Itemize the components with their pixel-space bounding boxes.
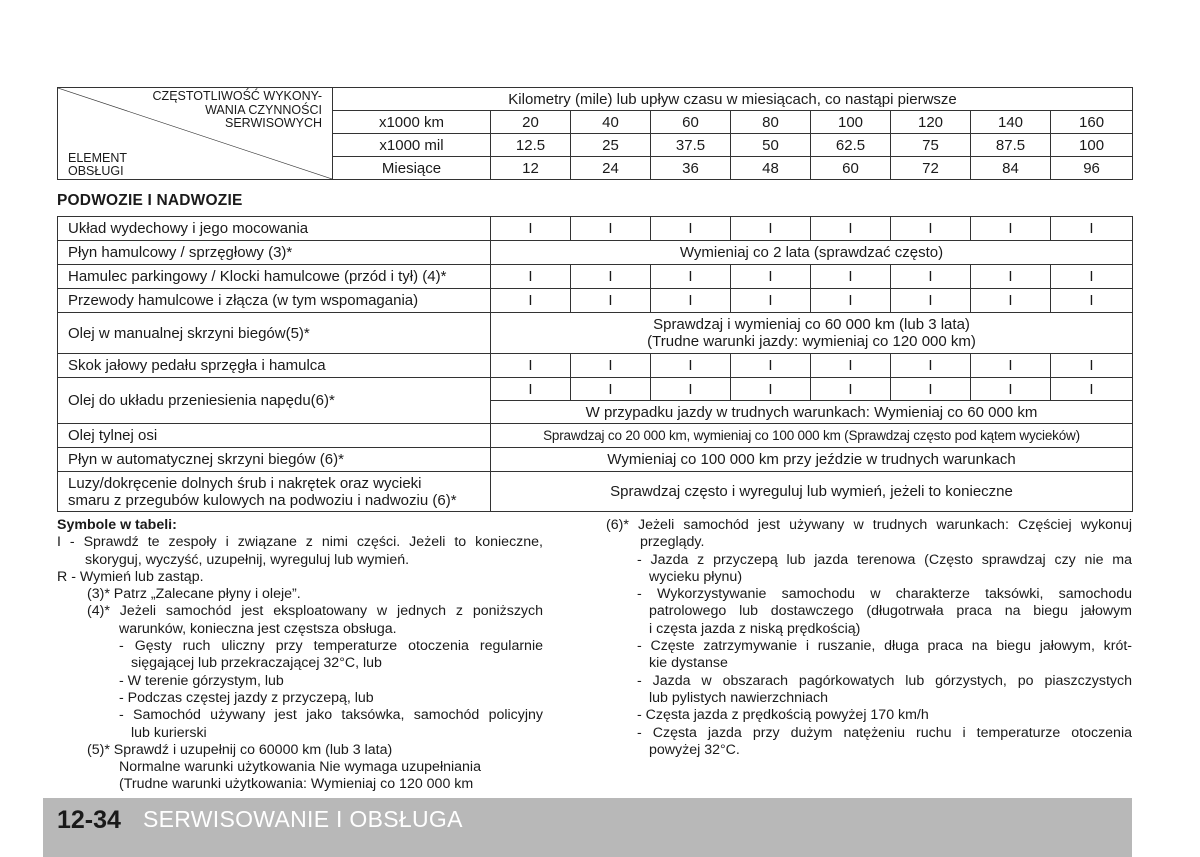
interval-cell: 160 xyxy=(1051,111,1133,134)
inspect-mark: I xyxy=(731,378,811,401)
item-name-line: Luzy/dokręcenie dolnych śrub i nakrętek oraz wycieki xyxy=(68,474,422,492)
inspect-mark: I xyxy=(891,354,971,378)
interval-note-line: (Trudne warunki jazdy: wymieniaj co 120 000 km) xyxy=(647,333,976,350)
interval-cell: 60 xyxy=(651,111,731,134)
inspect-mark: I xyxy=(731,289,811,313)
inspect-mark: I xyxy=(571,289,651,313)
table-row xyxy=(58,241,1133,265)
note-line: - Częste zatrzymywanie i ruszanie, długa praca na biegu jałowym, krót- xyxy=(637,638,1132,655)
interval-cell: 96 xyxy=(1051,157,1133,180)
note-line: R - Wymień lub zastąp. xyxy=(57,568,204,585)
inspect-mark: I xyxy=(571,378,651,401)
severe-conditions-notes xyxy=(600,517,1132,759)
item-name: Przewody hamulcowe i złącza (w tym wspomagania) xyxy=(58,289,491,313)
item-name: Układ wydechowy i jego mocowania xyxy=(58,217,491,241)
note-line: - Gęsty ruch uliczny przy temperaturze otoczenia regularnie xyxy=(119,638,543,655)
inspect-mark: I xyxy=(971,217,1051,241)
inspect-mark: I xyxy=(731,265,811,289)
interval-note: Sprawdzaj co 20 000 km, wymieniaj co 100 000 km (Sprawdzaj często pod kątem wycieków) xyxy=(491,424,1133,448)
note-line: powyżej 32°C. xyxy=(649,741,740,758)
interval-cell: 37.5 xyxy=(651,134,731,157)
interval-cell: 12.5 xyxy=(491,134,571,157)
interval-cell: 72 xyxy=(891,157,971,180)
interval-cell: 25 xyxy=(571,134,651,157)
note-line: (5)* Sprawdź i uzupełnij co 60000 km (lub 3 lata) xyxy=(87,741,393,758)
interval-cell: 100 xyxy=(811,111,891,134)
inspect-mark: I xyxy=(731,217,811,241)
interval-cell: 48 xyxy=(731,157,811,180)
table-row xyxy=(58,378,1133,401)
table-row xyxy=(58,313,1133,354)
note-line: I - Sprawdź te zespoły i związane z nimi części. Jeżeli to konieczne, xyxy=(57,534,543,551)
note-line: patrolowego lub dostawczego (długotrwała praca na biegu jałowym xyxy=(649,603,1132,620)
item-name-line: smaru z przegubów kulowych na podwoziu i nadwoziu (6)* xyxy=(68,491,457,509)
interval-note: Sprawdzaj często i wyreguluj lub wymień, jeżeli to konieczne xyxy=(491,472,1133,512)
note-line: warunków, konieczna jest częstsza obsługa. xyxy=(119,620,397,637)
note-line: wycieku płynu) xyxy=(649,568,743,585)
note-line: - Samochód używany jest jako taksówka, samochód policyjny xyxy=(119,707,543,724)
interval-cell: 24 xyxy=(571,157,651,180)
note-line: przeglądy. xyxy=(640,534,705,551)
item-name xyxy=(58,472,491,512)
inspect-mark: I xyxy=(891,378,971,401)
interval-cell: 50 xyxy=(731,134,811,157)
interval-header-table xyxy=(57,87,1133,180)
table-row xyxy=(58,265,1133,289)
interval-note: W przypadku jazdy w trudnych warunkach: Wymieniaj co 60 000 km xyxy=(491,401,1133,424)
table-row xyxy=(58,354,1133,378)
inspect-mark: I xyxy=(891,265,971,289)
interval-cell: 12 xyxy=(491,157,571,180)
inspect-mark: I xyxy=(651,378,731,401)
note-line: - Częsta jazda przy dużym natężeniu ruchu i temperaturze otoczenia xyxy=(637,724,1132,741)
note-line: (4)* Jeżeli samochód jest eksploatowany w jednych z poniższych xyxy=(87,603,543,620)
interval-cell: 20 xyxy=(491,111,571,134)
table-row xyxy=(58,448,1133,472)
page-footer xyxy=(43,798,1132,857)
interval-cell: 75 xyxy=(891,134,971,157)
interval-cell: 60 xyxy=(811,157,891,180)
inspect-mark: I xyxy=(491,289,571,313)
table-row xyxy=(58,217,1133,241)
note-line: - Podczas częstej jazdy z przyczepą, lub xyxy=(119,689,374,706)
note-line: - Jazda z przyczepą lub jazda terenowa (Często sprawdzaj czy nie ma xyxy=(637,551,1132,568)
table-row xyxy=(58,424,1133,448)
note-line: (6)* Jeżeli samochód jest używany w trudnych warunkach: Częściej wykonuj xyxy=(606,517,1132,533)
note-line: - Wykorzystywanie samochodu w charakterze taksówki, samochodu xyxy=(637,586,1132,603)
inspect-mark: I xyxy=(811,265,891,289)
item-name: Płyn hamulcowy / sprzęgłowy (3)* xyxy=(58,241,491,265)
inspect-mark: I xyxy=(571,354,651,378)
interval-cell: 100 xyxy=(1051,134,1133,157)
inspect-mark: I xyxy=(971,289,1051,313)
interval-cell: 36 xyxy=(651,157,731,180)
interval-note: Wymieniaj co 100 000 km przy jeździe w trudnych warunkach xyxy=(491,448,1133,472)
note-line: i częsta jazda z niską prędkością) xyxy=(649,620,861,637)
interval-cell: 120 xyxy=(891,111,971,134)
diagonal-header-cell xyxy=(58,88,333,180)
note-line: - Częsta jazda z prędkością powyżej 170 km/h xyxy=(637,707,929,724)
note-line: skoryguj, wyczyść, uzupełnij, wyreguluj lub wymień. xyxy=(85,551,410,568)
inspect-mark: I xyxy=(491,265,571,289)
table-row xyxy=(58,472,1133,512)
row-label: x1000 mil xyxy=(333,134,491,157)
row-label: Miesiące xyxy=(333,157,491,180)
item-name: Olej w manualnej skrzyni biegów(5)* xyxy=(58,313,491,354)
note-line: lub kurierski xyxy=(131,724,207,741)
inspect-mark: I xyxy=(571,217,651,241)
note-line: lub pylistych nawierzchniach xyxy=(649,689,829,706)
note-line: (3)* Patrz „Zalecane płyny i oleje”. xyxy=(87,586,301,603)
interval-cell: 87.5 xyxy=(971,134,1051,157)
table-row xyxy=(58,289,1133,313)
note-line: kie dystanse xyxy=(649,655,728,672)
page-number: 12-34 xyxy=(57,806,121,834)
interval-title: Kilometry (mile) lub upływ czasu w miesiącach, co nastąpi pierwsze xyxy=(333,88,1133,111)
inspect-mark: I xyxy=(811,217,891,241)
note-line: sięgającej lub przekraczającej 32°C, lub xyxy=(131,655,382,672)
interval-cell: 140 xyxy=(971,111,1051,134)
inspect-mark: I xyxy=(651,217,731,241)
item-name: Skok jałowy pedału sprzęgła i hamulca xyxy=(58,354,491,378)
inspect-mark: I xyxy=(731,354,811,378)
element-label: ELEMENT OBSŁUGI xyxy=(68,151,128,178)
inspect-mark: I xyxy=(651,289,731,313)
item-name: Olej do układu przeniesienia napędu(6)* xyxy=(58,378,491,424)
row-label: x1000 km xyxy=(333,111,491,134)
interval-note-line: Sprawdzaj i wymieniaj co 60 000 km (lub 3 lata) xyxy=(653,316,970,333)
inspect-mark: I xyxy=(1051,217,1133,241)
legend-heading: Symbole w tabeli: xyxy=(57,517,177,533)
inspect-mark: I xyxy=(491,217,571,241)
inspect-mark: I xyxy=(891,217,971,241)
interval-cell: 80 xyxy=(731,111,811,134)
note-line: - W terenie górzystym, lub xyxy=(119,672,284,689)
inspect-mark: I xyxy=(811,378,891,401)
interval-cell: 84 xyxy=(971,157,1051,180)
inspect-mark: I xyxy=(651,354,731,378)
frequency-label: CZĘSTOTLIWOŚĆ WYKONY- WANIA CZYNNOŚCI SERWISOWYCH xyxy=(152,89,322,130)
note-line: (Trudne warunki użytkowania: Wymieniaj co 120 000 km xyxy=(119,776,474,793)
inspect-mark: I xyxy=(1051,289,1133,313)
item-name: Płyn w automatycznej skrzyni biegów (6)* xyxy=(58,448,491,472)
inspect-mark: I xyxy=(571,265,651,289)
inspect-mark: I xyxy=(1051,354,1133,378)
inspect-mark: I xyxy=(971,265,1051,289)
inspect-mark: I xyxy=(811,354,891,378)
inspect-mark: I xyxy=(811,289,891,313)
inspect-mark: I xyxy=(1051,265,1133,289)
symbols-legend xyxy=(57,517,543,794)
section-title: PODWOZIE I NADWOZIE xyxy=(57,192,243,209)
interval-cell: 62.5 xyxy=(811,134,891,157)
note-line: Normalne warunki użytkowania Nie wymaga uzupełniania xyxy=(119,759,481,776)
maintenance-table xyxy=(57,216,1133,512)
inspect-mark: I xyxy=(491,354,571,378)
chapter-title: SERWISOWANIE I OBSŁUGA xyxy=(143,806,463,832)
inspect-mark: I xyxy=(891,289,971,313)
note-line: - Jazda w obszarach pagórkowatych lub górzystych, po piaszczystych xyxy=(637,672,1132,689)
interval-cell: 40 xyxy=(571,111,651,134)
item-name: Hamulec parkingowy / Klocki hamulcowe (przód i tył) (4)* xyxy=(58,265,491,289)
inspect-mark: I xyxy=(971,378,1051,401)
interval-note xyxy=(491,313,1133,354)
item-name: Olej tylnej osi xyxy=(58,424,491,448)
inspect-mark: I xyxy=(1051,378,1133,401)
inspect-mark: I xyxy=(971,354,1051,378)
inspect-mark: I xyxy=(491,378,571,401)
interval-note: Wymieniaj co 2 lata (sprawdzać często) xyxy=(491,241,1133,265)
inspect-mark: I xyxy=(651,265,731,289)
